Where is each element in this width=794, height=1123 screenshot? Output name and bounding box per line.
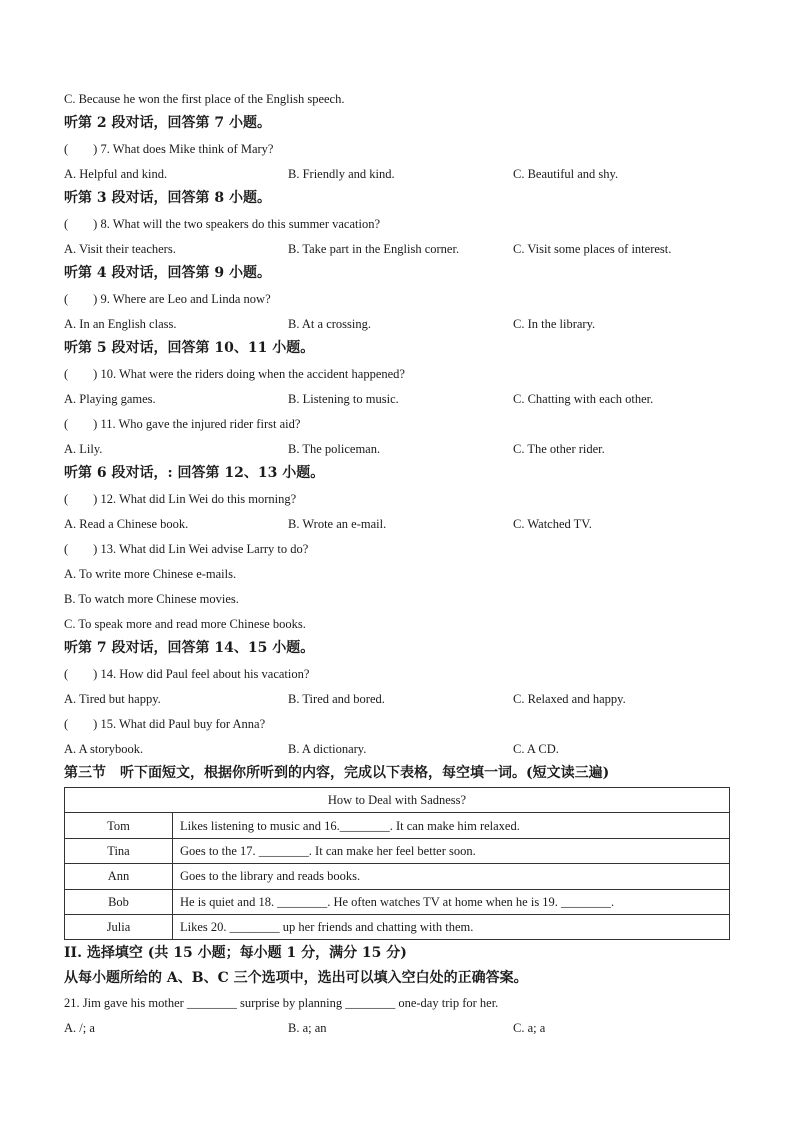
question-text: ( ) 9. Where are Leo and Linda now? bbox=[64, 292, 271, 306]
table-row bbox=[65, 864, 730, 889]
answer-option: A. Visit their teachers. bbox=[64, 242, 176, 256]
answer-option: C. a; a bbox=[513, 1021, 546, 1035]
answer-option: B. Listening to music. bbox=[288, 392, 399, 406]
table-row bbox=[65, 889, 730, 914]
answer-option: B. Friendly and kind. bbox=[288, 167, 395, 181]
question-text: ( ) 15. What did Paul buy for Anna? bbox=[64, 717, 266, 731]
option-line: C. Because he won the first place of the English speech. bbox=[64, 92, 345, 106]
answer-option: B. a; an bbox=[288, 1021, 327, 1035]
table-row bbox=[65, 914, 730, 939]
section-heading: 听第 7 段对话，回答第 14、15 小题。 bbox=[64, 640, 315, 656]
table-cell-text: Goes to the library and reads books. bbox=[173, 864, 730, 889]
answer-option: B. Wrote an e-mail. bbox=[288, 517, 387, 531]
question-text: ( ) 10. What were the riders doing when the accident happened? bbox=[64, 367, 405, 381]
answer-option: A. In an English class. bbox=[64, 317, 177, 331]
table-cell-text: Likes listening to music and 16.________. It can make him relaxed. bbox=[173, 813, 730, 838]
question-text: 21. Jim gave his mother ________ surprise by planning ________ one-day trip for her. bbox=[64, 996, 499, 1010]
table-cell-text: He is quiet and 18. ________. He often watches TV at home when he is 19. ________. bbox=[173, 889, 730, 914]
answer-option: B. The policeman. bbox=[288, 442, 381, 456]
section-heading: 听第 6 段对话，: 回答第 12、13 小题。 bbox=[64, 465, 325, 481]
answer-option: A. A storybook. bbox=[64, 742, 144, 756]
answer-option: A. Playing games. bbox=[64, 392, 156, 406]
section-heading: II. 选择填空 (共 15 小题；每小题 1 分，满分 15 分) bbox=[64, 945, 407, 961]
answer-option: B. At a crossing. bbox=[288, 317, 371, 331]
answer-option: A. Helpful and kind. bbox=[64, 167, 168, 181]
option-line: B. To watch more Chinese movies. bbox=[64, 592, 239, 606]
answer-option: C. Visit some places of interest. bbox=[513, 242, 672, 256]
question-text: ( ) 14. How did Paul feel about his vacation? bbox=[64, 667, 310, 681]
table-cell-name: Julia bbox=[65, 914, 173, 939]
option-line: C. To speak more and read more Chinese books. bbox=[64, 617, 306, 631]
answer-option: C. The other rider. bbox=[513, 442, 605, 456]
answer-option: B. Take part in the English corner. bbox=[288, 242, 460, 256]
question-text: ( ) 12. What did Lin Wei do this morning? bbox=[64, 492, 297, 506]
table-row bbox=[65, 813, 730, 838]
sadness-table bbox=[64, 787, 730, 940]
table-cell-name: Tom bbox=[65, 813, 173, 838]
question-text: ( ) 13. What did Lin Wei advise Larry to do? bbox=[64, 542, 309, 556]
table-cell-name: Ann bbox=[65, 864, 173, 889]
answer-option: A. Tired but happy. bbox=[64, 692, 161, 706]
table-cell-text: Goes to the 17. ________. It can make her feel better soon. bbox=[173, 838, 730, 863]
answer-option: A. Read a Chinese book. bbox=[64, 517, 189, 531]
section-heading: 听第 5 段对话，回答第 10、11 小题。 bbox=[64, 340, 315, 356]
section-instruction: 从每小题所给的 A、B、C 三个选项中，选出可以填入空白处的正确答案。 bbox=[64, 970, 528, 986]
answer-option: B. Tired and bored. bbox=[288, 692, 385, 706]
answer-option: C. A CD. bbox=[513, 742, 559, 756]
table-cell-text: Likes 20. ________ up her friends and chatting with them. bbox=[173, 914, 730, 939]
answer-option: A. /; a bbox=[64, 1021, 95, 1035]
answer-option: A. Lily. bbox=[64, 442, 103, 456]
table-cell-name: Bob bbox=[65, 889, 173, 914]
question-text: ( ) 11. Who gave the injured rider first aid? bbox=[64, 417, 301, 431]
table-title: How to Deal with Sadness? bbox=[65, 788, 730, 813]
section-heading: 第三节 听下面短文，根据你所听到的内容，完成以下表格，每空填一词。(短文读三遍) bbox=[64, 765, 610, 781]
answer-option: C. Watched TV. bbox=[513, 517, 592, 531]
option-line: A. To write more Chinese e-mails. bbox=[64, 567, 237, 581]
table-header-row bbox=[65, 788, 730, 813]
section-heading: 听第 2 段对话，回答第 7 小题。 bbox=[64, 115, 271, 131]
answer-option: C. In the library. bbox=[513, 317, 596, 331]
table-cell-name: Tina bbox=[65, 838, 173, 863]
question-text: ( ) 7. What does Mike think of Mary? bbox=[64, 142, 274, 156]
answer-option: C. Relaxed and happy. bbox=[513, 692, 626, 706]
section-heading: 听第 3 段对话，回答第 8 小题。 bbox=[64, 190, 271, 206]
answer-option: C. Chatting with each other. bbox=[513, 392, 654, 406]
answer-option: B. A dictionary. bbox=[288, 742, 367, 756]
section-heading: 听第 4 段对话，回答第 9 小题。 bbox=[64, 265, 271, 281]
table-row bbox=[65, 838, 730, 863]
answer-option: C. Beautiful and shy. bbox=[513, 167, 619, 181]
question-text: ( ) 8. What will the two speakers do this summer vacation? bbox=[64, 217, 381, 231]
